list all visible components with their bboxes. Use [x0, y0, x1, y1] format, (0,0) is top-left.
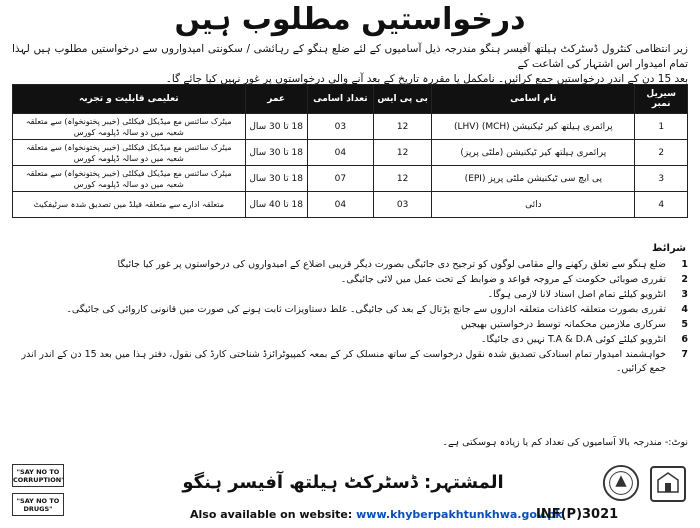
corruption-warning-box: "SAY NO TO CORRUPTION" [12, 464, 64, 487]
header-serial: سیریل نمبر [635, 85, 688, 114]
row-age: 18 تا 30 سال [245, 114, 307, 140]
condition-number: 3 [681, 289, 688, 300]
row-post-name: دائی [432, 192, 635, 218]
row-serial: 1 [635, 114, 688, 140]
condition-item [12, 303, 688, 317]
row-serial: 2 [635, 140, 688, 166]
condition-text: ضلع ہنگو سے تعلق رکھنے والے مقامی لوگوں کو ترجیح دی جائیگی بصورت دیگر قریبی اضلاع کے امیدواروں کی درخواستوں پر غور کیا جائیگا [117, 259, 666, 270]
header-post-name: نام اسامی [432, 85, 635, 114]
condition-text: انٹرویو کیلئے تمام اصل اسناد لانا لازمی ہوگا۔ [487, 289, 666, 300]
condition-text: سرکاری ملازمین محکمانہ توسط درخواستیں بھیجیں [460, 319, 666, 330]
row-post-count: 04 [307, 140, 373, 166]
inf-reference: INF(P)3021 [536, 507, 619, 522]
website-link[interactable]: www.khyberpakhtunkhwa.gov.pk [356, 508, 563, 521]
row-post-count: 07 [307, 166, 373, 192]
row-post-count: 03 [307, 114, 373, 140]
website-availability [190, 508, 563, 521]
advertiser-signature: المشتہر: ڈسٹرکٹ ہیلتھ آفیسر ہنگو [182, 472, 504, 493]
row-age: 18 تا 30 سال [245, 166, 307, 192]
note-text: نوٹ:- مندرجہ بالا آسامیوں کی تعداد کم یا زیادہ ہوسکتی ہے۔ [442, 437, 688, 448]
condition-number: 5 [681, 319, 688, 330]
table-row [13, 114, 688, 140]
row-bps: 12 [374, 140, 432, 166]
row-serial: 4 [635, 192, 688, 218]
condition-text: تقرری بصورت متعلقہ کاغذات متعلقہ اداروں سے جانچ پڑتال کے بعد کی جائیگی۔ غلط دستاویزات ثابت ہونے کی صورت میں قانونی کاروائی کی جائیگی۔ [66, 304, 666, 315]
row-bps: 12 [374, 114, 432, 140]
condition-number: 4 [681, 304, 688, 315]
intro-line-1: زیر انتظامی کنٹرول ڈسٹرکٹ ہیلتھ آفیسر ہنگو مندرجہ ذیل آسامیوں کے لئے ضلع ہنگو کے رہائشی / سکونتی امیدواروں سے درخواستیں مطلوب ہیں لہذا تمام امیدوار اس اشتہار کی اشاعت کے [12, 43, 688, 70]
page-title: درخواستیں مطلوب ہیں [174, 2, 526, 37]
vacancy-table [12, 84, 688, 218]
intro-line-2: بعد 15 دن کے اندر درخواستیں جمع کرائیں۔ نامکمل یا مقررہ تاریخ کے بعد آنے والی درخواستوں پر غور نہیں کیا جائے گا۔ [165, 73, 688, 85]
row-qualification: میٹرک سائنس مع میڈیکل فیکلٹی (خیبر پختونخواہ) سے متعلقہ شعبہ میں دو سالہ ڈپلومہ کورس [13, 114, 246, 140]
condition-number: 2 [681, 274, 688, 285]
condition-item [12, 318, 688, 332]
row-age: 18 تا 30 سال [245, 140, 307, 166]
condition-item [12, 258, 688, 272]
drugs-warning-box: "SAY NO TO DRUGS" [12, 493, 64, 516]
conditions-heading: شرائط [652, 243, 686, 254]
condition-item [12, 333, 688, 347]
condition-text: خواہشمند امیدوار تمام اسنادکی تصدیق شدہ نقول درخواست کے ساتھ منسلک کر کے بمعہ کمپیوٹرائزڈ شناختی کارڈ کی نقول، دفتر ہذا میں بعد 15 دن کے اندر اندر جمع کرائیں۔ [21, 349, 666, 374]
header-bps: بی پی ایس [374, 85, 432, 114]
condition-item [12, 348, 688, 376]
row-post-count: 04 [307, 192, 373, 218]
row-qualification: میٹرک سائنس مع میڈیکل فیکلٹی (خیبر پختونخواہ) سے متعلقہ شعبہ میں دو سالہ ڈپلومہ کورس [13, 140, 246, 166]
website-prefix: Also available on website: [190, 508, 353, 521]
table-row [13, 166, 688, 192]
table-header-row [13, 85, 688, 114]
row-post-name: پرائمری ہیلتھ کیر ٹیکنیشن (ملٹی پرپز) [432, 140, 635, 166]
intro-text [12, 42, 688, 87]
condition-number: 1 [681, 259, 688, 270]
conditions-list [12, 258, 688, 377]
header-post-count: تعداد اسامی [307, 85, 373, 114]
header-qualification: تعلیمی قابلیت و تجربہ [13, 85, 246, 114]
row-qualification: متعلقہ ادارے سے متعلقہ فیلڈ میں تصدیق شدہ سرٹیفکیٹ [13, 192, 246, 218]
government-seal-icon [648, 464, 688, 504]
information-department-logo-icon [602, 464, 640, 502]
condition-text: تقرری صوبائی حکومت کے مروجہ قواعد و ضوابط کے تحت عمل میں لائی جائیگی۔ [340, 274, 666, 285]
row-bps: 03 [374, 192, 432, 218]
condition-number: 6 [681, 334, 688, 345]
table-row [13, 140, 688, 166]
condition-item [12, 273, 688, 287]
row-age: 18 تا 40 سال [245, 192, 307, 218]
row-post-name: پی ایچ سی ٹیکنیشن ملٹی پرپز (EPI) [432, 166, 635, 192]
condition-number: 7 [681, 349, 688, 360]
table-row [13, 192, 688, 218]
row-bps: 12 [374, 166, 432, 192]
header-age: عمر [245, 85, 307, 114]
row-qualification: میٹرک سائنس مع میڈیکل فیکلٹی (خیبر پختونخواہ) سے متعلقہ شعبہ میں دو سالہ ڈپلومہ کورس [13, 166, 246, 192]
condition-item [12, 288, 688, 302]
footer [0, 456, 700, 528]
row-post-name: پرائمری ہیلتھ کیر ٹیکنیشن (MCH) (LHV) [432, 114, 635, 140]
condition-text: انٹرویو کیلئے کوئی T.A & D.A نہیں دی جائیگا۔ [480, 334, 666, 345]
row-serial: 3 [635, 166, 688, 192]
